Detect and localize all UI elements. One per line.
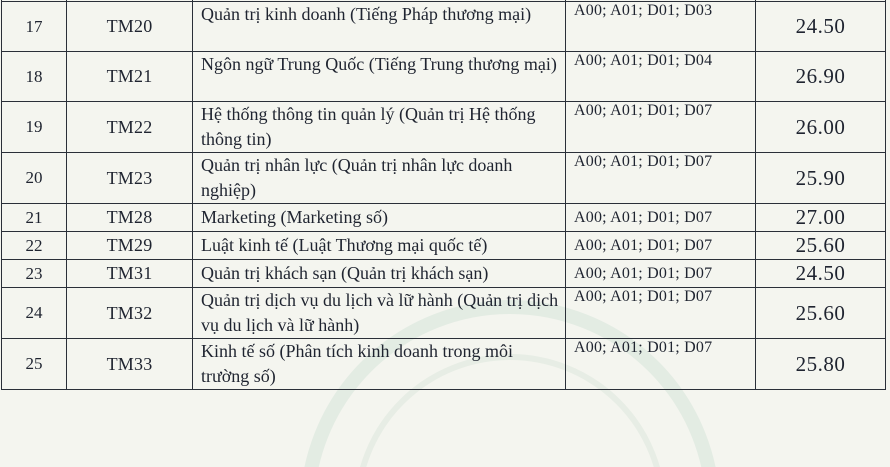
subject-combination: A00; A01; D01; D07 xyxy=(566,260,756,288)
table-row xyxy=(2,232,886,260)
cutoff-score: 25.60 xyxy=(756,288,886,339)
program-code: TM32 xyxy=(67,288,193,339)
program-code: TM20 xyxy=(67,2,193,52)
program-name: Marketing (Marketing số) xyxy=(193,204,566,232)
cutoff-score: 25.60 xyxy=(756,232,886,260)
cutoff-score: 26.00 xyxy=(756,102,886,153)
program-name: Quản trị dịch vụ du lịch và lữ hành (Quản trị dịch vụ du lịch và lữ hành) xyxy=(193,288,566,339)
table-row xyxy=(2,339,886,390)
row-index: 18 xyxy=(2,52,67,102)
row-index: 25 xyxy=(2,339,67,390)
program-name: Quản trị nhân lực (Quản trị nhân lực doanh nghiệp) xyxy=(193,153,566,204)
table-row xyxy=(2,2,886,52)
program-name: Quản trị kinh doanh (Tiếng Pháp thương mại) xyxy=(193,2,566,52)
subject-combination: A00; A01; D01; D03 xyxy=(566,2,756,52)
program-code: TM33 xyxy=(67,339,193,390)
row-index: 20 xyxy=(2,153,67,204)
program-code: TM22 xyxy=(67,102,193,153)
program-name: Quản trị khách sạn (Quản trị khách sạn) xyxy=(193,260,566,288)
subject-combination: A00; A01; D01; D07 xyxy=(566,153,756,204)
table-row xyxy=(2,288,886,339)
subject-combination: A00; A01; D01; D07 xyxy=(566,288,756,339)
program-code: TM28 xyxy=(67,204,193,232)
table-row xyxy=(2,52,886,102)
program-code: TM23 xyxy=(67,153,193,204)
subject-combination: A00; A01; D01; D07 xyxy=(566,102,756,153)
program-code: TM21 xyxy=(67,52,193,102)
program-code: TM31 xyxy=(67,260,193,288)
cutoff-score: 25.80 xyxy=(756,339,886,390)
row-index: 17 xyxy=(2,2,67,52)
subject-combination: A00; A01; D01; D04 xyxy=(566,52,756,102)
subject-combination: A00; A01; D01; D07 xyxy=(566,204,756,232)
table-row xyxy=(2,260,886,288)
subject-combination: A00; A01; D01; D07 xyxy=(566,232,756,260)
row-index: 24 xyxy=(2,288,67,339)
cutoff-score: 25.90 xyxy=(756,153,886,204)
table-row xyxy=(2,102,886,153)
program-name: Kinh tế số (Phân tích kinh doanh trong môi trường số) xyxy=(193,339,566,390)
program-name: Ngôn ngữ Trung Quốc (Tiếng Trung thương mại) xyxy=(193,52,566,102)
row-index: 19 xyxy=(2,102,67,153)
program-name: Hệ thống thông tin quản lý (Quản trị Hệ thống thông tin) xyxy=(193,102,566,153)
cutoff-score: 27.00 xyxy=(756,204,886,232)
cutoff-score: 24.50 xyxy=(756,2,886,52)
row-index: 23 xyxy=(2,260,67,288)
program-code: TM29 xyxy=(67,232,193,260)
row-index: 22 xyxy=(2,232,67,260)
program-name: Luật kinh tế (Luật Thương mại quốc tế) xyxy=(193,232,566,260)
cutoff-score: 26.90 xyxy=(756,52,886,102)
subject-combination: A00; A01; D01; D07 xyxy=(566,339,756,390)
table-row xyxy=(2,153,886,204)
table-row xyxy=(2,204,886,232)
row-index: 21 xyxy=(2,204,67,232)
admission-score-table xyxy=(1,0,886,390)
cutoff-score: 24.50 xyxy=(756,260,886,288)
